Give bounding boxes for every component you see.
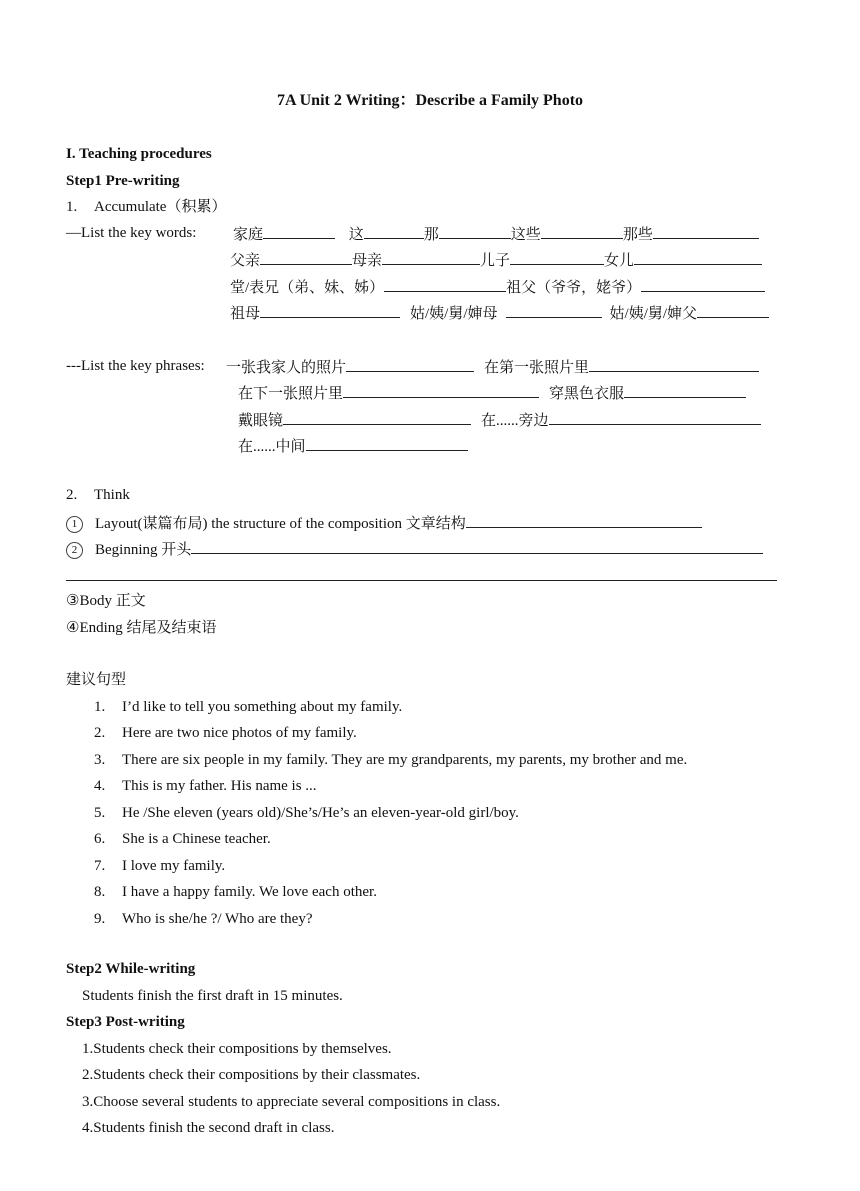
answer-blank[interactable] (346, 357, 474, 372)
answer-blank[interactable] (439, 224, 511, 239)
step2-heading: Step2 While-writing (66, 961, 196, 977)
word-cue: 女儿 (604, 253, 635, 269)
accumulate-label: Accumulate（积累） (94, 199, 227, 215)
circled-number-2: 2 (66, 542, 83, 559)
sentence-item: Who is she/he ?/ Who are they? (122, 911, 313, 927)
word-cue: 母亲 (352, 253, 383, 269)
answer-blank[interactable] (283, 410, 471, 425)
phrase-cue: 戴眼镜 (238, 413, 284, 429)
circled-number-1: 1 (66, 516, 83, 533)
answer-blank[interactable] (506, 303, 602, 318)
sentence-number: 2. (94, 725, 106, 741)
key-phrases-label: ---List the key phrases: (66, 358, 205, 374)
word-cue: 家庭 (233, 227, 264, 243)
sentence-item: I’d like to tell you something about my family. (122, 699, 403, 715)
phrase-cue: 一张我家人的照片 (226, 360, 347, 376)
answer-blank[interactable] (260, 303, 400, 318)
beginning-row (66, 539, 763, 559)
key-words-row-1 (233, 224, 759, 244)
word-cue: 父亲 (230, 253, 261, 269)
sentence-number: 8. (94, 884, 106, 900)
accumulate-number: 1. (66, 199, 78, 215)
sentence-number: 5. (94, 805, 106, 821)
sentence-item: Here are two nice photos of my family. (122, 725, 357, 741)
word-cue: 祖父（爷爷，姥爷） (506, 280, 642, 296)
step3-item: 4.Students finish the second draft in class. (82, 1120, 335, 1136)
page-title: 7A Unit 2 Writing：Describe a Family Photo (276, 92, 584, 109)
phrase-cue: 在第一张照片里 (484, 360, 590, 376)
word-cue: 这 (348, 227, 364, 243)
step3-item: 2.Students check their compositions by their classmates. (82, 1067, 421, 1083)
key-words-row-2 (230, 250, 762, 270)
answer-blank[interactable] (697, 303, 769, 318)
key-phrases-row-2 (238, 383, 746, 403)
answer-blank[interactable] (466, 513, 702, 528)
phrase-cue: 在下一张照片里 (238, 386, 344, 402)
sentence-item: He /She eleven (years old)/She’s/He’s an eleven-year-old girl/boy. (122, 805, 519, 821)
think-label: Think (94, 487, 130, 503)
key-phrases-row-1 (226, 357, 759, 377)
answer-blank[interactable] (382, 250, 480, 265)
answer-blank[interactable] (589, 357, 759, 372)
suggested-sentences-heading: 建议句型 (66, 672, 127, 688)
section-heading-teaching-procedures: I. Teaching procedures (66, 146, 212, 162)
sentence-number: 7. (94, 858, 106, 874)
word-cue: 那些 (622, 227, 653, 243)
sentence-item: I have a happy family. We love each other. (122, 884, 377, 900)
sentence-number: 1. (94, 699, 106, 715)
step1-heading: Step1 Pre-writing (66, 173, 180, 189)
key-words-row-3 (230, 277, 765, 297)
answer-line[interactable] (66, 580, 777, 581)
phrase-cue: 穿黑色衣服 (549, 386, 625, 402)
answer-blank[interactable] (384, 277, 506, 292)
sentence-number: 3. (94, 752, 106, 768)
answer-blank[interactable] (653, 224, 759, 239)
ending-label: ④Ending 结尾及结束语 (66, 620, 217, 636)
word-cue: 祖母 (230, 306, 261, 322)
answer-blank[interactable] (624, 383, 746, 398)
key-phrases-row-4 (238, 436, 468, 456)
answer-blank[interactable] (191, 539, 763, 554)
phrase-cue: 在......旁边 (481, 413, 549, 429)
word-cue: 姑/姨/舅/婶父 (609, 306, 698, 322)
step3-heading: Step3 Post-writing (66, 1014, 185, 1030)
word-cue: 那 (423, 227, 439, 243)
answer-blank[interactable] (343, 383, 539, 398)
answer-blank[interactable] (263, 224, 335, 239)
layout-label: Layout(谋篇布局) the structure of the composition 文章结构 (95, 516, 466, 532)
step3-item: 1.Students check their compositions by themselves. (82, 1041, 392, 1057)
word-cue: 这些 (510, 227, 541, 243)
sentence-number: 6. (94, 831, 106, 847)
sentence-number: 4. (94, 778, 106, 794)
word-cue: 儿子 (480, 253, 511, 269)
answer-blank[interactable] (510, 250, 604, 265)
answer-blank[interactable] (541, 224, 623, 239)
key-phrases-row-3 (238, 410, 761, 430)
layout-row (66, 513, 702, 533)
word-cue: 堂/表兄（弟、妹、姊） (230, 280, 385, 296)
think-number: 2. (66, 487, 78, 503)
beginning-label: Beginning 开头 (95, 542, 192, 558)
answer-blank[interactable] (549, 410, 761, 425)
sentence-item: I love my family. (122, 858, 226, 874)
answer-blank[interactable] (634, 250, 762, 265)
answer-blank[interactable] (306, 436, 468, 451)
key-words-row-4 (230, 303, 769, 323)
answer-blank[interactable] (260, 250, 352, 265)
sentence-item: There are six people in my family. They are my grandparents, my parents, my brother and me. (122, 752, 688, 768)
answer-blank[interactable] (641, 277, 765, 292)
step2-text: Students finish the first draft in 15 minutes. (82, 988, 343, 1004)
phrase-cue: 在......中间 (238, 439, 306, 455)
word-cue: 姑/姨/舅/婶母 (410, 306, 498, 322)
sentence-number: 9. (94, 911, 106, 927)
step3-item: 3.Choose several students to appreciate several compositions in class. (82, 1094, 501, 1110)
sentence-item: This is my father. His name is ... (122, 778, 317, 794)
answer-blank[interactable] (364, 224, 424, 239)
sentence-item: She is a Chinese teacher. (122, 831, 271, 847)
body-label: ③Body 正文 (66, 593, 146, 609)
key-words-label: —List the key words: (66, 225, 197, 241)
